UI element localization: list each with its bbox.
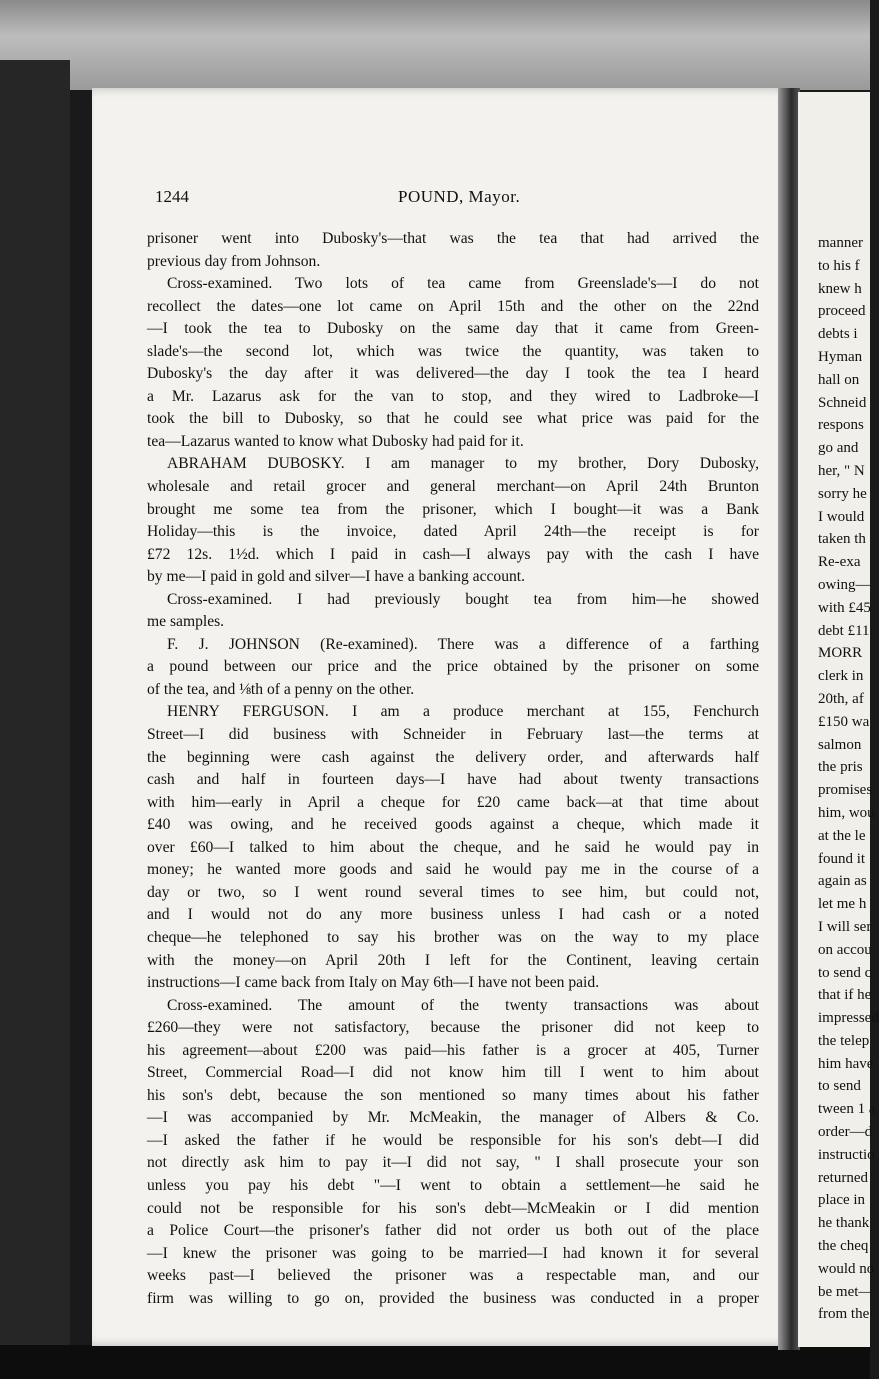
text-line: a pound between our price and the price obtained by the prisoner on some: [147, 658, 759, 676]
text-line: slade's—the second lot, which was twice the quantity, was taken to: [147, 342, 759, 360]
text-line: £72 12s. 1½d. which I paid in cash—I always pay with the cash I have: [147, 545, 759, 563]
right-page-line: be met—: [818, 1283, 874, 1300]
text-line: money; he wanted more goods and said he would pay me in the course of a: [147, 861, 759, 879]
right-page-lines: [798, 232, 879, 1326]
text-line: prisoner went into Dubosky's—that was the tea that had arrived the: [147, 230, 759, 247]
right-page-line: go and: [818, 440, 859, 457]
right-page-line: him, wou: [818, 804, 875, 821]
text-line: day or two, so I went round several times to see him, but could not,: [147, 883, 759, 901]
right-page-line: that if he: [818, 987, 872, 1004]
right-page-line: order—d: [818, 1124, 873, 1141]
right-page-line: knew h: [818, 280, 862, 297]
text-line: £40 was owing, and he received goods against a cheque, which made it: [147, 816, 759, 834]
right-page-fragment: [798, 92, 879, 1347]
right-page-line: again as: [818, 873, 867, 890]
text-line: brought me some tea from the prisoner, which I bought—it was a Bank: [147, 500, 759, 518]
text-line: cheque—he telephoned to say his brother was on the way to my place: [147, 928, 759, 946]
right-page-line: the pris: [818, 759, 863, 776]
right-page-line: let me h: [818, 896, 867, 913]
page-number: 1244: [155, 187, 189, 206]
right-page-line: impressed: [818, 1010, 879, 1027]
right-page-line: her, " N: [818, 462, 865, 479]
right-page-line: £150 wa: [818, 713, 870, 730]
text-line: F. J. JOHNSON (Re-examined). There was a difference of a farthing: [167, 635, 759, 653]
text-line: over £60—I talked to him about the cheque, and he said he would pay in: [147, 838, 759, 856]
right-page-line: promises: [818, 782, 873, 799]
text-line: —I took the tea to Dubosky on the same day that it came from Green-: [147, 320, 759, 338]
text-line: HENRY FERGUSON. I am a produce merchant at 155, Fenchurch: [167, 703, 759, 721]
right-page-line: debt £11: [818, 622, 870, 639]
right-page-line: I will ser: [818, 918, 872, 935]
text-line: ABRAHAM DUBOSKY. I am manager to my brother, Dory Dubosky,: [167, 455, 759, 473]
right-page-line: 20th, af: [818, 690, 864, 707]
right-page-line: found it: [818, 850, 866, 867]
right-page-line: the cheq: [818, 1238, 869, 1255]
text-line: his agreement—about £200 was paid—his father is a grocer at 405, Turner: [147, 1041, 759, 1059]
right-page-line: salmon: [818, 736, 862, 753]
text-line: —I asked the father if he would be responsible for his son's debt—I did: [147, 1131, 759, 1149]
right-page-line: respons: [818, 417, 864, 434]
right-page-line: him have: [818, 1055, 874, 1072]
text-line: cash and half in fourteen days—I have had about twenty transactions: [147, 771, 759, 789]
text-line: recollect the dates—one lot came on April 15th and the other on the 22nd: [147, 297, 759, 315]
scan-background-top: [0, 0, 870, 90]
text-line: unless you pay his debt "—I went to obtain a settlement—he said he: [147, 1176, 759, 1194]
text-line: Street, Commercial Road—I did not know him till I went to him about: [147, 1064, 759, 1082]
text-line: me samples.: [147, 613, 225, 631]
text-line: not directly ask him to pay it—I did not say, " I shall prosecute your son: [147, 1154, 759, 1172]
right-page-line: Hyman: [818, 348, 863, 365]
text-line: Holiday—this is the invoice, dated April 24th—the receipt is for: [147, 523, 759, 541]
text-line: took the bill to Dubosky, so that he could see what price was paid for the: [147, 410, 759, 428]
text-line: Dubosky's the day after it was delivered—the day I took the tea I heard: [147, 365, 759, 383]
text-line: Cross-examined. The amount of the twenty transactions was about: [167, 996, 759, 1014]
text-line: could not be responsible for his son's debt—McMeakin or I did mention: [147, 1199, 759, 1217]
right-page-line: sorry he: [818, 485, 867, 502]
text-line: instructions—I came back from Italy on May 6th—I have not been paid.: [147, 974, 600, 992]
book-gutter: [778, 88, 800, 1350]
text-line: by me—I paid in gold and silver—I have a banking account.: [147, 568, 526, 586]
right-page-line: proceed: [818, 303, 866, 320]
text-line: of the tea, and ⅛th of a penny on the other.: [147, 680, 415, 698]
text-line: the beginning were cash against the delivery order, and afterwards half: [147, 748, 759, 766]
text-line: his son's debt, because the son mentioned so many times about his father: [147, 1086, 759, 1104]
right-page-line: he thank: [818, 1215, 870, 1232]
page-body-text: [147, 228, 759, 1310]
text-line: Street—I did business with Schneider in February last—the terms at: [147, 726, 759, 744]
text-line: —I knew the prisoner was going to be married—I had known it for several: [147, 1244, 759, 1262]
right-page-line: Re-exa: [818, 554, 861, 571]
book-spine-left: [0, 60, 70, 1379]
right-page-line: taken th: [818, 531, 866, 548]
right-page-line: to send c: [818, 964, 872, 981]
right-page-line: tween 1 a: [818, 1101, 876, 1118]
text-line: tea—Lazarus wanted to know what Dubosky had paid for it.: [147, 432, 524, 450]
right-page-line: to send: [818, 1078, 861, 1095]
text-line: with the money—on April 20th I left for the Continent, leaving certain: [147, 951, 759, 969]
right-page-line: Schneid: [818, 394, 867, 411]
text-line: weeks past—I believed the prisoner was a respectable man, and our: [147, 1267, 759, 1285]
right-page-line: debts i: [818, 326, 858, 343]
right-page-line: I would: [818, 508, 865, 525]
right-page-line: owing—: [818, 576, 871, 593]
text-line: previous day from Johnson.: [147, 252, 321, 270]
right-page-line: from the: [818, 1306, 870, 1323]
text-line: and I would not do any more business unless I had cash or a noted: [147, 906, 759, 924]
text-line: wholesale and retail grocer and general merchant—on April 24th Brunton: [147, 478, 759, 496]
right-page-line: instructio: [818, 1146, 875, 1163]
right-page-line: would no: [818, 1260, 875, 1277]
right-page-line: on accou: [818, 941, 872, 958]
text-line: a Police Court—the prisoner's father did not order us both out of the place: [147, 1222, 759, 1240]
text-line: a Mr. Lazarus ask for the van to stop, and they wired to Ladbroke—I: [147, 387, 759, 405]
right-page-line: at the le: [818, 827, 866, 844]
right-page-line: hall on: [818, 371, 860, 388]
text-line: Cross-examined. Two lots of tea came from Greenslade's—I do not: [167, 275, 759, 293]
text-line: —I was accompanied by Mr. McMeakin, the manager of Albers & Co.: [147, 1109, 759, 1127]
right-page-line: manner: [818, 235, 863, 251]
scan-background-bottom: [0, 1345, 870, 1379]
right-page-line: to his f: [818, 257, 860, 274]
text-line: with him—early in April a cheque for £20 came back—at that time about: [147, 793, 759, 811]
right-page-line: MORR: [818, 645, 863, 662]
right-page-line: with £45: [818, 599, 871, 616]
running-head: POUND, Mayor.: [398, 187, 521, 206]
right-page-line: the telep: [818, 1032, 870, 1049]
text-line: Cross-examined. I had previously bought tea from him—he showed: [167, 590, 759, 608]
right-page-line: clerk in: [818, 668, 864, 685]
right-page-line: place in: [818, 1192, 866, 1209]
right-page-line: returned: [818, 1169, 868, 1186]
text-line: firm was willing to go on, provided the business was conducted in a proper: [147, 1289, 759, 1307]
text-line: £260—they were not satisfactory, because the prisoner did not keep to: [147, 1019, 759, 1037]
